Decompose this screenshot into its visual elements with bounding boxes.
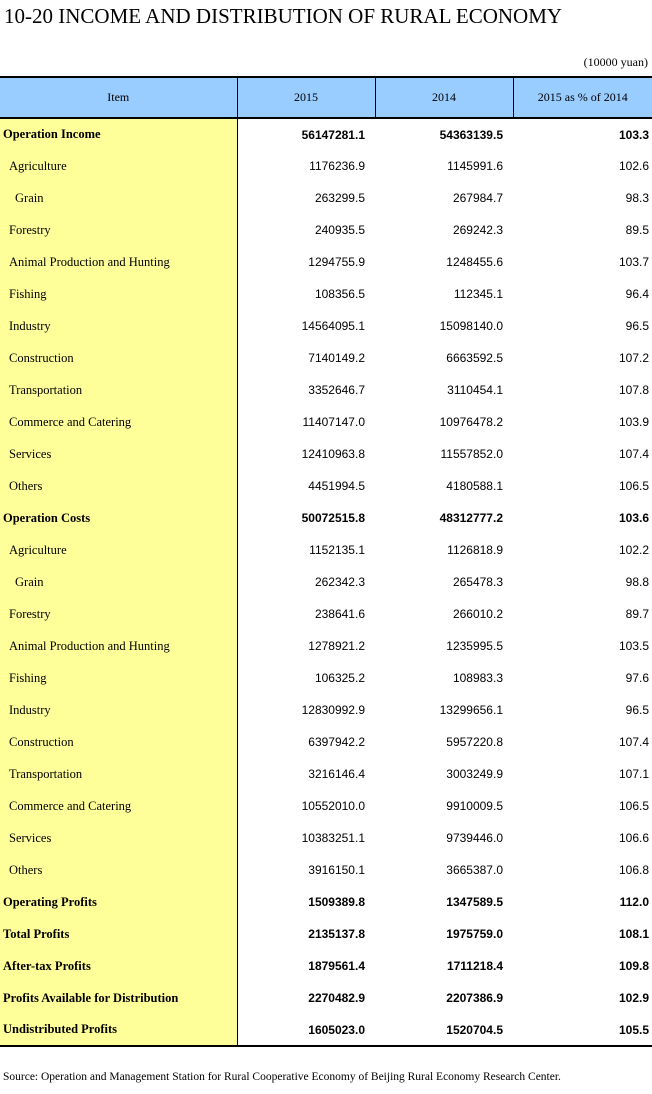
table-row	[0, 598, 652, 630]
row-value-percent: 106.5	[618, 479, 649, 493]
row-item-label: Agriculture	[0, 150, 237, 182]
row-value-percent: 106.5	[618, 799, 649, 813]
table-row	[0, 950, 652, 982]
row-value-2014: 10976478.2	[439, 415, 503, 429]
row-item-label: Construction	[0, 726, 237, 758]
row-item-label: Services	[0, 438, 237, 470]
row-value-2015: 56147281.1	[301, 127, 365, 142]
row-value-percent: 98.3	[625, 191, 649, 205]
row-value-2014: 266010.2	[452, 607, 503, 621]
row-value-2015: 12410963.8	[301, 447, 365, 461]
row-value-2015: 1509389.8	[308, 895, 365, 909]
row-value-2014: 48312777.2	[439, 511, 503, 525]
row-value-2015: 10552010.0	[301, 799, 365, 813]
column-header-2014: 2014	[375, 77, 513, 118]
row-value-2014: 11557852.0	[440, 447, 503, 461]
row-item-label: Fishing	[0, 662, 237, 694]
row-value-2015: 4451994.5	[308, 479, 365, 493]
row-value-2015: 14564095.1	[301, 319, 365, 333]
row-value-2015: 262342.3	[314, 575, 365, 589]
row-value-percent: 107.4	[618, 447, 649, 461]
row-value-2014: 1235995.5	[446, 639, 503, 653]
row-value-percent: 109.8	[618, 959, 649, 973]
row-value-2014: 1248455.6	[446, 255, 503, 269]
row-value-2014: 5957220.8	[446, 735, 503, 749]
table-row	[0, 406, 652, 438]
row-item-label: Operation Income	[0, 118, 237, 150]
row-value-2015: 12830992.9	[301, 703, 365, 717]
row-value-2015: 1278921.2	[308, 639, 365, 653]
row-item-label: Transportation	[0, 374, 237, 406]
table-row	[0, 1014, 652, 1046]
row-item-label: Others	[0, 854, 237, 886]
table-row	[0, 854, 652, 886]
row-item-label: Animal Production and Hunting	[0, 630, 237, 662]
row-value-percent: 103.3	[618, 127, 649, 142]
row-value-percent: 96.5	[625, 319, 649, 333]
row-item-label: Grain	[0, 566, 237, 598]
row-item-label: After-tax Profits	[0, 950, 237, 982]
table-row	[0, 310, 652, 342]
unit-label: (10000 yuan)	[583, 55, 648, 69]
row-value-2015: 1294755.9	[308, 255, 365, 269]
row-value-2014: 3003249.9	[446, 767, 503, 781]
row-value-percent: 96.4	[625, 287, 649, 301]
row-value-2015: 240935.5	[314, 223, 365, 237]
row-item-label: Others	[0, 470, 237, 502]
row-item-label: Agriculture	[0, 534, 237, 566]
table-row	[0, 502, 652, 534]
row-value-2015: 1605023.0	[237, 1014, 375, 1046]
row-item-label: Operating Profits	[0, 886, 237, 918]
row-item-label: Total Profits	[0, 918, 237, 950]
table-row	[0, 342, 652, 374]
row-item-label: Animal Production and Hunting	[0, 246, 237, 278]
row-value-2014: 2207386.9	[446, 991, 503, 1005]
row-value-percent: 103.7	[618, 255, 649, 269]
row-value-2014: 269242.3	[452, 223, 503, 237]
row-value-2015: 6397942.2	[308, 735, 365, 749]
table-row	[0, 790, 652, 822]
table-row	[0, 918, 652, 950]
row-value-2014: 6663592.5	[446, 351, 503, 365]
row-value-2014: 9910009.5	[446, 799, 503, 813]
row-value-2014: 3665387.0	[446, 863, 503, 877]
row-item-label: Operation Costs	[0, 502, 237, 534]
table-body	[0, 118, 652, 1046]
row-value-2014: 1347589.5	[446, 895, 503, 909]
source-note: Source: Operation and Management Station for Rural Cooperative Economy of Beijing Rural Economy Research Center.	[3, 1071, 561, 1083]
table-row	[0, 470, 652, 502]
row-item-label: Forestry	[0, 214, 237, 246]
row-value-percent: 102.2	[618, 543, 649, 557]
row-value-2014: 112345.1	[453, 287, 503, 301]
row-item-label: Commerce and Catering	[0, 790, 237, 822]
row-value-2015: 1879561.4	[308, 959, 365, 973]
row-value-2015: 1152135.1	[309, 543, 365, 557]
row-value-percent: 107.1	[618, 767, 649, 781]
column-header-item: Item	[0, 77, 237, 118]
row-item-label: Services	[0, 822, 237, 854]
row-value-2014: 4180588.1	[446, 479, 503, 493]
row-item-label: Construction	[0, 342, 237, 374]
header-row	[0, 77, 652, 118]
column-header-2015: 2015	[237, 77, 375, 118]
row-value-2014: 9739446.0	[446, 831, 503, 845]
row-item-label: Industry	[0, 310, 237, 342]
row-value-percent: 98.8	[625, 575, 649, 589]
row-value-2014: 265478.3	[452, 575, 503, 589]
table-row	[0, 662, 652, 694]
row-item-label: Industry	[0, 694, 237, 726]
table-row	[0, 758, 652, 790]
table-row	[0, 150, 652, 182]
row-value-2015: 10383251.1	[301, 831, 365, 845]
table-row	[0, 726, 652, 758]
table-row	[0, 438, 652, 470]
row-value-percent: 106.6	[618, 831, 649, 845]
row-value-2015: 238641.6	[314, 607, 365, 621]
row-value-percent: 96.5	[625, 703, 649, 717]
row-value-2015: 263299.5	[314, 191, 365, 205]
row-item-label: Commerce and Catering	[0, 406, 237, 438]
row-value-percent: 89.5	[625, 223, 649, 237]
row-value-percent: 106.8	[618, 863, 649, 877]
row-value-2014: 1975759.0	[446, 927, 503, 941]
row-value-percent: 107.8	[618, 383, 649, 397]
row-value-2015: 106325.2	[314, 671, 365, 685]
row-value-percent: 105.5	[513, 1014, 652, 1046]
row-value-2014: 15098140.0	[439, 319, 503, 333]
table-row	[0, 886, 652, 918]
table-row	[0, 534, 652, 566]
row-value-2014: 3110454.1	[447, 383, 503, 397]
row-value-2015: 1176236.9	[309, 159, 365, 173]
row-value-2014: 1126818.9	[447, 543, 503, 557]
row-item-label: Undistributed Profits	[0, 1014, 237, 1046]
row-value-2014: 1520704.5	[375, 1014, 513, 1046]
row-value-2014: 1145991.6	[447, 159, 503, 173]
row-value-percent: 89.7	[625, 607, 649, 621]
row-value-percent: 108.1	[618, 927, 649, 941]
row-value-2015: 7140149.2	[308, 351, 365, 365]
table-row	[0, 694, 652, 726]
row-item-label: Profits Available for Distribution	[0, 982, 237, 1014]
row-value-2014: 267984.7	[452, 191, 503, 205]
table-row	[0, 374, 652, 406]
row-value-percent: 103.5	[618, 639, 649, 653]
row-value-percent: 107.2	[618, 351, 649, 365]
row-value-2015: 3352646.7	[308, 383, 365, 397]
row-value-2014: 54363139.5	[439, 127, 503, 142]
row-value-percent: 103.9	[618, 415, 649, 429]
table-row	[0, 822, 652, 854]
row-value-percent: 102.6	[618, 159, 649, 173]
table-row	[0, 630, 652, 662]
row-item-label: Forestry	[0, 598, 237, 630]
row-value-percent: 102.9	[618, 991, 649, 1005]
table-row	[0, 214, 652, 246]
row-item-label: Transportation	[0, 758, 237, 790]
row-value-percent: 103.6	[618, 511, 649, 525]
table-row	[0, 566, 652, 598]
row-item-label: Grain	[0, 182, 237, 214]
table-row	[0, 246, 652, 278]
row-value-2015: 11407147.0	[302, 415, 365, 429]
row-value-percent: 107.4	[618, 735, 649, 749]
row-value-2015: 2135137.8	[308, 927, 365, 941]
row-value-2015: 2270482.9	[308, 991, 365, 1005]
data-table	[0, 76, 652, 1047]
table-row	[0, 982, 652, 1014]
row-value-2014: 13299656.1	[439, 703, 503, 717]
row-value-2015: 108356.5	[314, 287, 365, 301]
row-value-percent: 112.0	[619, 895, 649, 909]
table-row	[0, 118, 652, 150]
table-row	[0, 278, 652, 310]
row-item-label: Fishing	[0, 278, 237, 310]
row-value-2014: 1711218.4	[446, 959, 503, 973]
table-row	[0, 182, 652, 214]
row-value-2015: 3216146.4	[308, 767, 365, 781]
row-value-2015: 50072515.8	[301, 511, 365, 525]
row-value-2014: 108983.3	[452, 671, 503, 685]
table-title: 10-20 INCOME AND DISTRIBUTION OF RURAL ECONOMY	[4, 4, 563, 28]
column-header-percent: 2015 as % of 2014	[513, 77, 652, 118]
row-value-percent: 97.6	[625, 671, 649, 685]
row-value-2015: 3916150.1	[308, 863, 365, 877]
